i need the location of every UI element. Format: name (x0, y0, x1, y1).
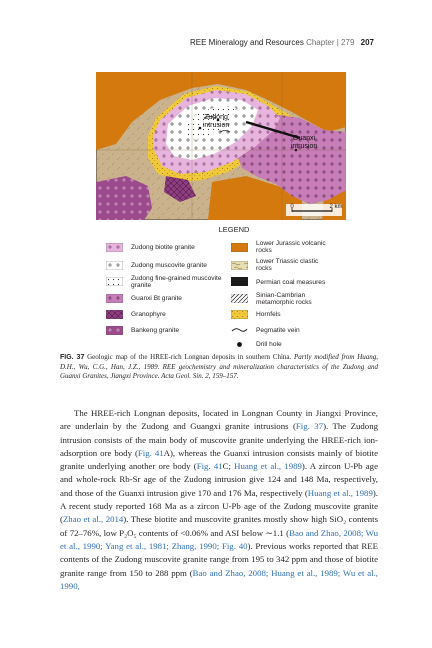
caption-source: Partly modified from Huang, D.H., Wu, C.G., Han, J.Z., 1989. REE geochemistry and mineralization characteristics of the Zudong and Guanxi Granites, Jiangxi Province. Acta Geol. Sin. 2, 159–157. (60, 353, 379, 380)
legend-sinian: Sinian-Cambrian metamorphic rocks (256, 292, 312, 306)
legend-muscovite-granite: Zudong muscovite granite (131, 262, 207, 269)
guanxi-granite-swatch (106, 294, 123, 303)
legend-guanxi-granite: Guanxi Bt granite (131, 295, 182, 302)
page-number: 207 (360, 38, 374, 47)
granophyre-swatch (106, 310, 123, 319)
sinian-swatch (231, 294, 248, 303)
reference-link[interactable]: Bao and Zhao, 2008; Huang et al., 1989; Wu et al., 1990, (60, 567, 378, 591)
hornfels-swatch (231, 310, 248, 319)
reference-link[interactable]: Fig. 41 (196, 461, 223, 472)
triassic-swatch (231, 261, 248, 270)
legend-jurassic: Lower Jurassic volcanic rocks (256, 240, 326, 254)
scale-bar (286, 204, 343, 216)
jurassic-swatch (231, 243, 248, 252)
zudong-label: Zudong (204, 114, 228, 121)
drill-hole-icon (231, 340, 248, 349)
fine-grained-swatch (106, 277, 123, 286)
legend-drill-hole: Drill hole (256, 341, 282, 348)
bankeng-swatch (106, 326, 123, 335)
reference-link[interactable]: Huang et al., 1989 (307, 487, 373, 498)
biotite-granite-swatch (106, 243, 123, 252)
legend-coal: Permian coal measures (256, 279, 326, 286)
running-title: REE Mineralogy and Resources (189, 38, 304, 47)
muscovite-granite-swatch (106, 261, 123, 270)
body-text-segment: ). Previous works reported that REE contents of the Zudong muscovite granite range from 195 to 342 ppm and those of biotite granite range from 150 to 288 ppm ( (60, 540, 378, 578)
reference-link[interactable]: Bao and Zhao, 2008; Wu et al., 1990; Yang et al., 1981; Zhang, 1990; Fig. 40 (60, 527, 378, 551)
chapter-label: Chapter | 279 (306, 38, 355, 47)
body-text-segment: ). A recent study reported 168 Ma as a zircon U-Pb age of the Zudong muscovite granite ( (60, 487, 378, 525)
geologic-map (96, 72, 346, 220)
reference-link[interactable]: Fig. 41 (137, 447, 164, 458)
legend-triassic: Lower Triassic clastic rocks (256, 258, 319, 272)
guanxi-label: intrusion (290, 143, 318, 150)
body-text-segment: ). These biotite and muscovite granites mostly show high SiO₂ contents of 72–76%, low P₂O₅ contents of <0.06% and ASI below ∼1.1 ( (60, 514, 378, 538)
zudong-label: intrusion (202, 122, 230, 129)
running-header (190, 38, 374, 47)
reference-link[interactable]: Fig. 37 (295, 421, 324, 432)
coal-swatch (231, 277, 248, 286)
svg-text:2 km: 2 km (329, 204, 343, 210)
legend-title: LEGEND (218, 225, 250, 234)
legend-biotite-granite: Zudong biotite granite (131, 244, 195, 251)
legend-fine-grained: Zudong fine-grained muscovite granite (131, 275, 222, 289)
figure-label: FIG. 37 (60, 354, 85, 361)
svg-text:0: 0 (290, 204, 294, 210)
body-text-segment: ). A zircon U-Pb age and whole-rock Rb-Sr age of the Zudong intrusion give 124 and 148 Ma, respectively, and those of the Guanxi intrusion give 170 and 176 Ma, respectively ( (60, 461, 378, 498)
legend-bankeng: Bankeng granite (131, 327, 180, 334)
legend-pegmatite: Pegmatite vein (256, 327, 300, 334)
body-text-segment: C; (222, 461, 235, 472)
guanxi-label: Guanxi (292, 135, 316, 142)
body-text-segment: A), whereas the Guanxi intrusion consists mainly of biotite granite underlying another ore body ( (60, 447, 378, 472)
legend-granophyre: Granophyre (131, 311, 166, 318)
body-text-segment: The HREE-rich Longnan deposits, located in Longnan County in Jiangxi Province, are underlain by the Zudong and Guangxi granite intrusions ( (60, 408, 378, 432)
drill-hole (199, 127, 202, 130)
reference-link[interactable]: Zhao et al., 2014 (62, 514, 124, 525)
caption-text: Geologic map of the HREE-rich Longnan deposits in southern China. (87, 353, 292, 361)
body-paragraph (60, 407, 378, 593)
pegmatite-icon (231, 326, 248, 335)
figure-caption (60, 353, 378, 382)
reference-link[interactable]: Huang et al., 1989 (234, 461, 302, 472)
legend-hornfels: Hornfels (256, 311, 281, 318)
body-text-segment: ). The Zudong intrusion consists of the main body of muscovite granite underlying the HREE-rich ion-adsorption ore body ( (60, 421, 378, 458)
